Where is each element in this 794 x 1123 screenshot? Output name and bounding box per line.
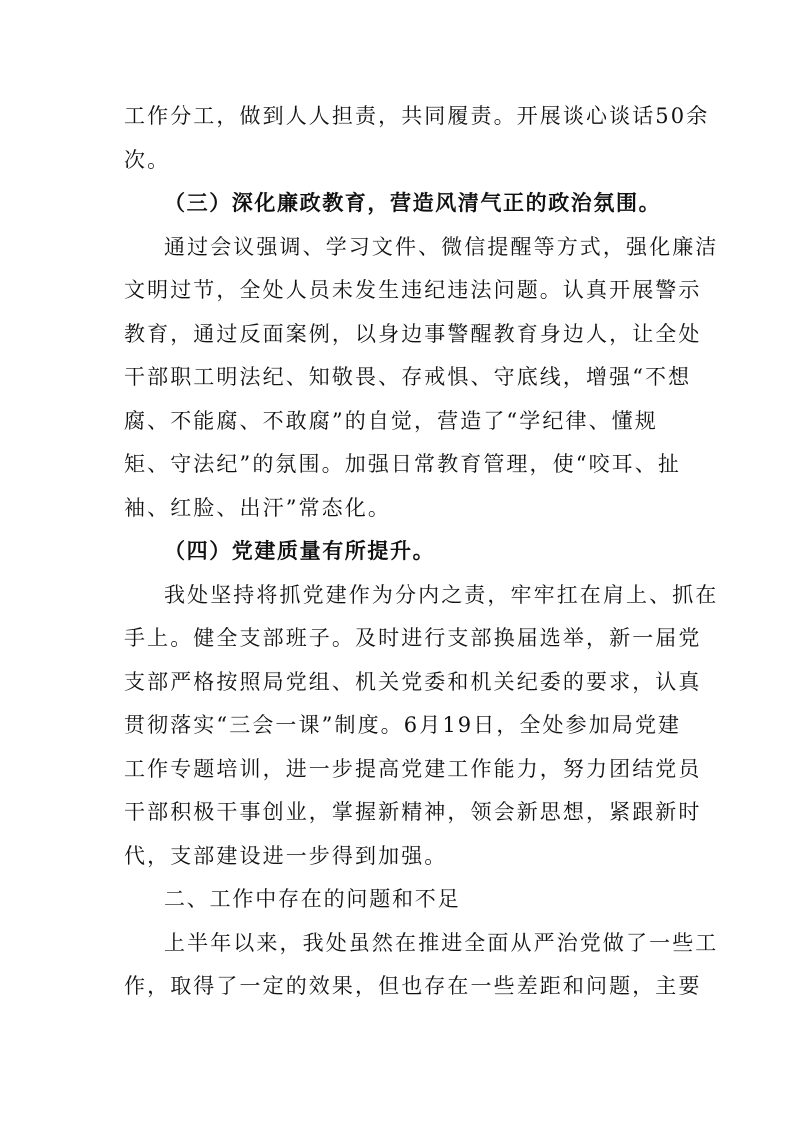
section-heading: 二、工作中存在的问题和不足 [164, 887, 461, 911]
paragraph-line: 工作分工，做到人人担责，共同履责。开展谈心谈话50余 [124, 104, 710, 128]
paragraph-line: 工作专题培训，进一步提高党建工作能力，努力团结党员 [124, 757, 702, 781]
paragraph-line: 次。 [124, 148, 171, 172]
paragraph-line: 上半年以来，我处虽然在推进全面从严治党做了一些工 [164, 931, 719, 955]
paragraph-line: 文明过节，全处人员未发生违纪违法问题。认真开展警示 [124, 278, 702, 302]
paragraph-line: 手上。健全支部班子。及时进行支部换届选举，新一届党 [124, 626, 702, 650]
section-heading: （四）党建质量有所提升。 [164, 539, 436, 563]
paragraph-line: 支部严格按照局党组、机关党委和机关纪委的要求，认真 [124, 670, 702, 694]
paragraph-line: 代，支部建设进一步得到加强。 [124, 844, 448, 868]
paragraph-line: 教育，通过反面案例，以身边事警醒教育身边人，让全处 [124, 322, 702, 346]
paragraph-line: 作，取得了一定的效果，但也存在一些差距和问题，主要 [124, 974, 702, 998]
paragraph-line: 干部职工明法纪、知敬畏、存戒惧、守底线，增强“不想 [124, 365, 692, 389]
paragraph-line: 腐、不能腐、不敢腐”的自觉，营造了“学纪律、懂规 [124, 409, 658, 433]
paragraph-line: 通过会议强调、学习文件、微信提醒等方式，强化廉洁 [164, 235, 719, 259]
section-heading: （三）深化廉政教育，营造风清气正的政治氛围。 [164, 191, 662, 215]
paragraph-line: 袖、红脸、出汗”常态化。 [124, 496, 391, 520]
paragraph-line: 矩、守法纪”的氛围。加强日常教育管理，使“咬耳、扯 [124, 452, 681, 476]
paragraph-line: 我处坚持将抓党建作为分内之责，牢牢扛在肩上、抓在 [164, 583, 719, 607]
paragraph-line: 贯彻落实“三会一课”制度。6月19日，全处参加局党建 [124, 713, 682, 737]
paragraph-line: 干部积极干事创业，掌握新精神，领会新思想，紧跟新时 [124, 800, 702, 824]
